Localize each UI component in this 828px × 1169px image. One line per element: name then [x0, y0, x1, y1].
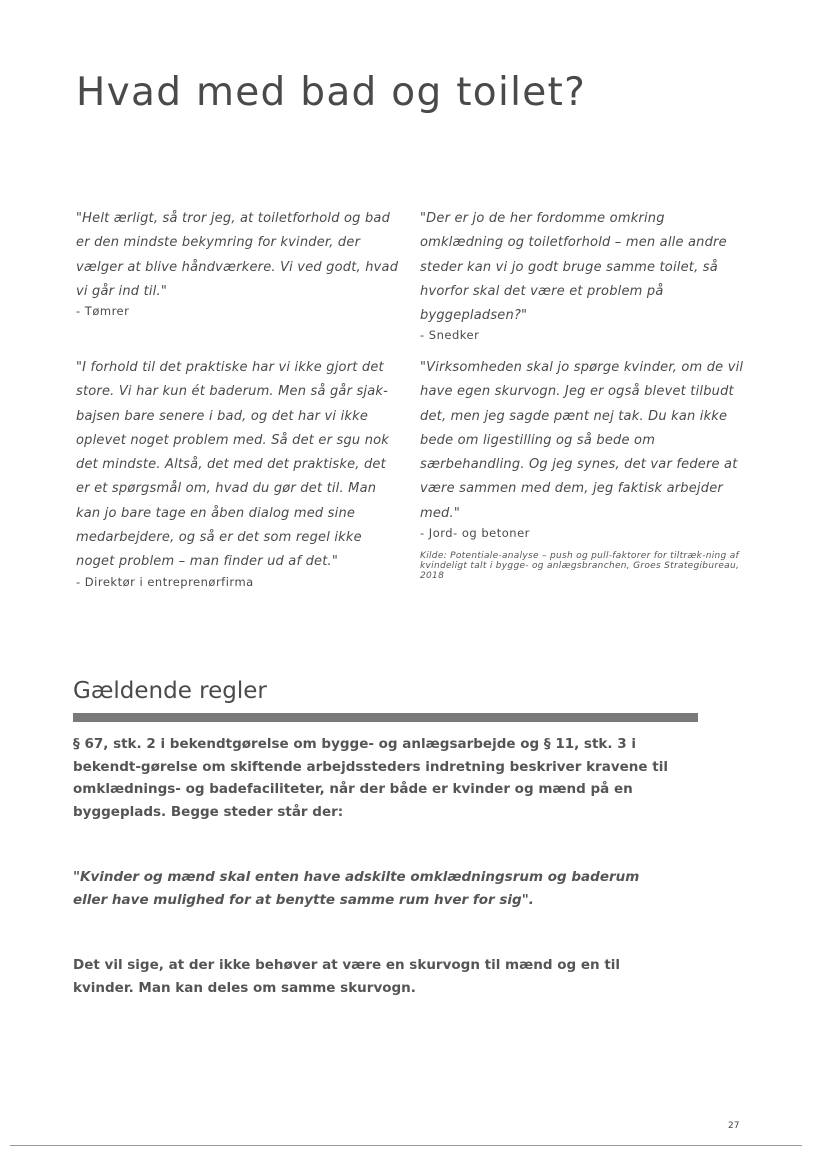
quote-text: "Virksomheden skal jo spørge kvinder, om de vil have egen skurvogn. Jeg er også blevet tilbudt det, men jeg sagde pænt nej tak. Du kan ikke bede om ligestilling og så bede om særbehandling. Og jeg synes, det var federe at være sammen med dem, jeg faktisk arbejder med." [420, 360, 744, 521]
section-divider [73, 713, 698, 722]
quote-joiner [420, 207, 745, 342]
rules-quote: "Kvinder og mænd skal enten have adskilte omklædningsrum og baderum eller have mulighed for at benytte samme rum hver for sig". [73, 869, 640, 908]
quote-director [76, 356, 401, 589]
quote-text: "Helt ærligt, så tror jeg, at toiletforhold og bad er den mindste bekymring for kvinder, der vælger at blive håndværkere. Vi ved godt, hvad vi går ind til." [76, 211, 399, 299]
quote-text: "Der er jo de her fordomme omkring omklædning og toiletforhold – men alle andre steder kan vi jo godt bruge samme toilet, så hvorfor skal det være et problem på byggepladsen?" [420, 211, 727, 324]
quote-attribution: - Direktør i entreprenørfirma [76, 574, 254, 589]
quote-attribution: - Snedker [420, 328, 480, 343]
quote-concrete-worker [420, 356, 745, 540]
quote-carpenter [76, 207, 401, 318]
quote-text: "I forhold til det praktiske har vi ikke gjort det store. Vi har kun ét baderum. Men så går sjak-bajsen bare senere i bad, og det har vi ikke oplevet noget problem med. Så det er sgu nok det mindste. Altså, det med det praktiske, det er et spørgsmål om, hvad du gør det til. Man kan jo bare tage en åben dialog med sine medarbejdere, og så er det som regel ikke noget problem – man finder ud af det." [76, 360, 390, 570]
page-title: Hvad med bad og toilet? [76, 70, 587, 115]
rules-paragraph: § 67, stk. 2 i bekendtgørelse om bygge- og anlægsarbejde og § 11, stk. 3 i bekendt-gørelse om skiftende arbejdssteders indretning beskriver kravene til omklædnings- og badefaciliteter, når der både er kvinder og mænd på en byggeplads. Begge steder står der: [73, 736, 668, 820]
quote-attribution: - Jord- og betoner [420, 526, 530, 541]
footer-line [10, 1145, 802, 1146]
page-number: 27 [728, 1121, 740, 1131]
section-title: Gældende regler [73, 678, 267, 704]
rules-conclusion: Det vil sige, at der ikke behøver at være en skurvogn til mænd og en til kvinder. Man kan deles om samme skurvogn. [73, 957, 621, 996]
quote-attribution: - Tømrer [76, 304, 130, 319]
source-note: Kilde: Potentiale-analyse – push og pull-faktorer for tiltræk-ning af kvindeligt talt i bygge- og anlægsbranchen, Groes Strategibureau, 2018 [420, 551, 740, 581]
